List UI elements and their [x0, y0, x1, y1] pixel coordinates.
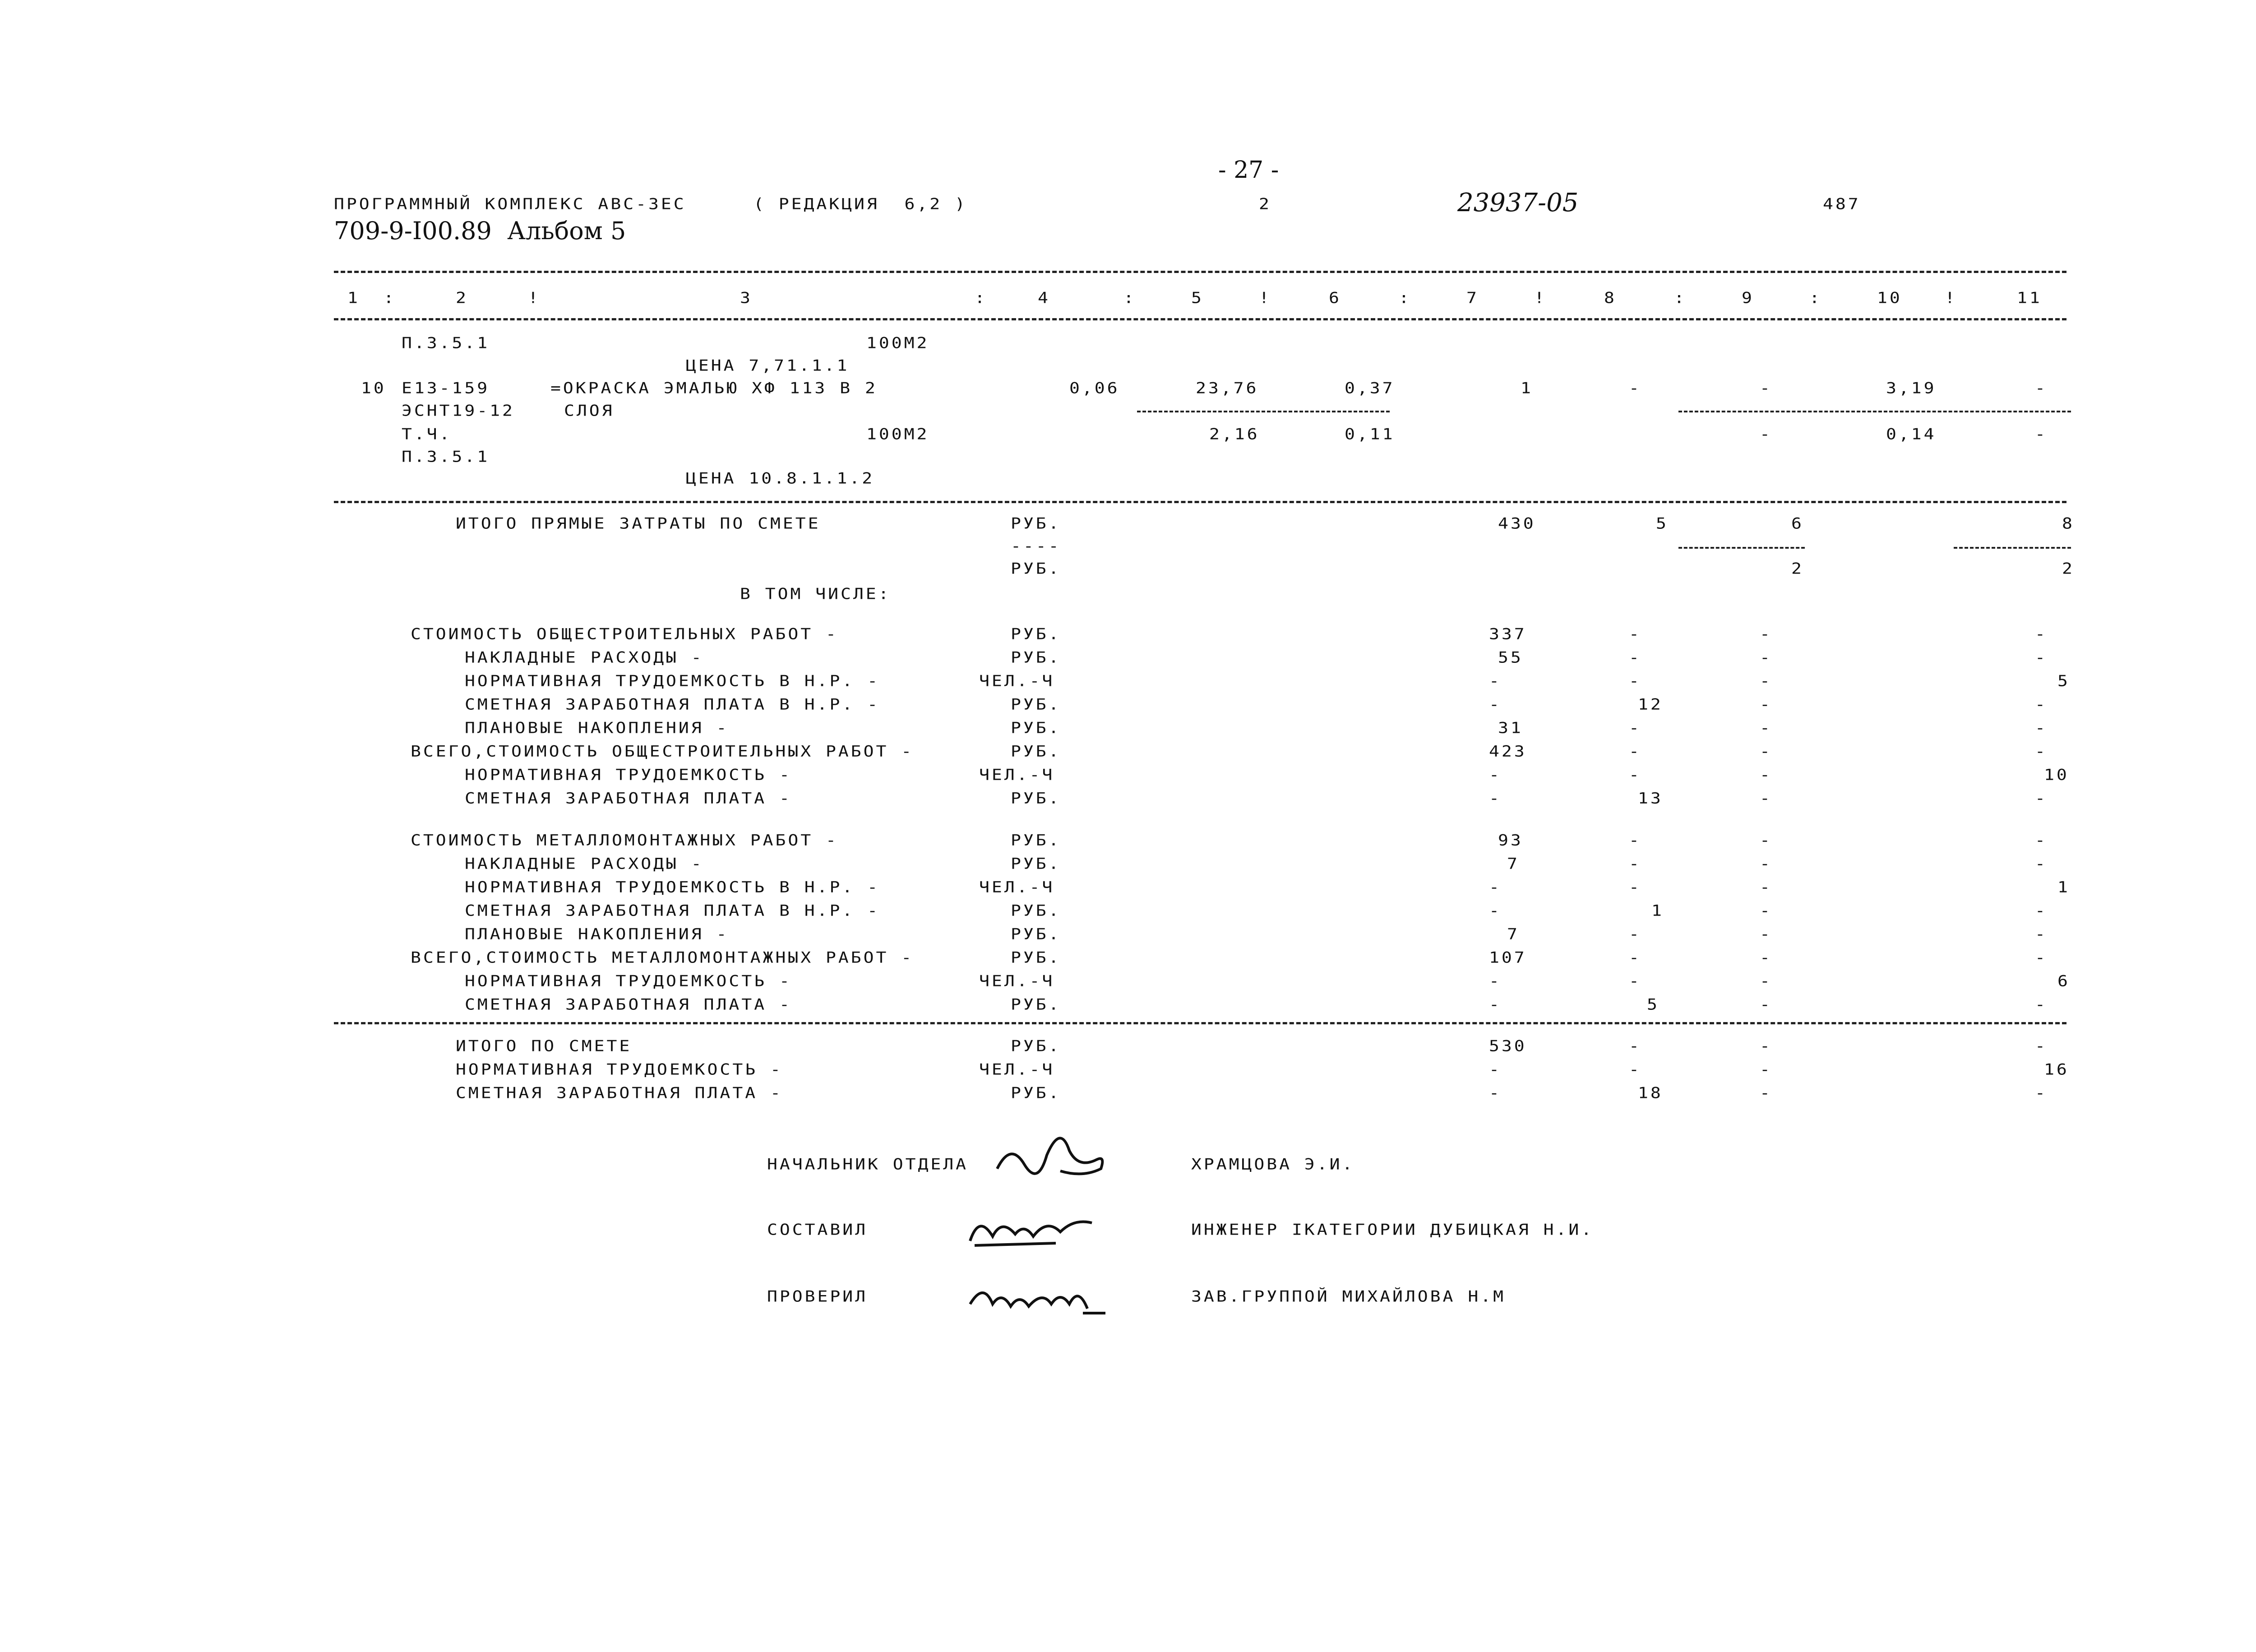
row-label: ПЛАНОВЫЕ НАКОПЛЕНИЯ -: [465, 719, 729, 737]
row-label: ПЛАНОВЫЕ НАКОПЛЕНИЯ -: [465, 925, 729, 943]
row-label: НОРМАТИВНАЯ ТРУДОЕМКОСТЬ В Н.Р. -: [465, 672, 880, 690]
row-col9: -: [1760, 855, 1772, 873]
prev-item-price: ЦЕНА 7,71.1.1: [686, 356, 850, 375]
row-col9: -: [1760, 831, 1772, 849]
row-col9: -: [1760, 995, 1772, 1013]
row-col8: -: [1629, 1037, 1641, 1055]
row-col7: -: [1489, 672, 1502, 690]
row-col9: -: [1760, 925, 1772, 943]
row-col7: -: [1489, 972, 1502, 990]
item-description: СЛОЯ: [564, 402, 615, 420]
total-direct-col7: 430: [1498, 514, 1536, 532]
row-col11: -: [2035, 695, 2048, 713]
header-bottom-rule: [334, 318, 2066, 320]
row-col11: -: [2035, 1084, 2048, 1102]
code-number: 487: [1823, 195, 1861, 213]
col-separator: :: [975, 289, 987, 307]
row-col7: -: [1489, 995, 1502, 1013]
row-unit: РУБ.: [1011, 995, 1061, 1013]
row-col8: -: [1629, 855, 1641, 873]
row-col9: -: [1760, 1037, 1772, 1055]
item-col8: -: [1629, 379, 1641, 397]
signature-role: НАЧАЛЬНИК ОТДЕЛА: [767, 1155, 969, 1173]
row-col8: -: [1629, 625, 1641, 643]
row-col7: 31: [1498, 719, 1523, 737]
col-separator: !: [1534, 289, 1547, 307]
row-label: НОРМАТИВНАЯ ТРУДОЕМКОСТЬ -: [456, 1060, 783, 1078]
row-unit: РУБ.: [1011, 949, 1061, 967]
row-col9: -: [1760, 766, 1772, 784]
row-col9: -: [1760, 902, 1772, 920]
row-label: ВСЕГО,СТОИМОСТЬ МЕТАЛЛОМОНТАЖНЫХ РАБОТ -: [411, 949, 914, 967]
project-title: 709-9-I00.89 Альбом 5: [334, 217, 626, 245]
row-unit: РУБ.: [1011, 695, 1061, 713]
row-col9: -: [1760, 695, 1772, 713]
unit-label: РУБ.: [1011, 560, 1061, 578]
row-unit: РУБ.: [1011, 1084, 1061, 1102]
col-header-7: 7: [1466, 289, 1479, 307]
signature-role: СОСТАВИЛ: [767, 1221, 868, 1239]
total-direct-col11: 8: [2062, 514, 2075, 532]
row-col8: -: [1629, 925, 1641, 943]
prev-item-ref: П.3.5.1: [402, 334, 490, 352]
row-col9: -: [1760, 648, 1772, 666]
col-header-9: 9: [1742, 289, 1754, 307]
row-col11: -: [2035, 949, 2048, 967]
item-col10: 0,14: [1886, 425, 1937, 443]
item-code: ЭСНТ19-12: [402, 402, 515, 420]
item-col11: -: [2035, 425, 2048, 443]
col-header-10: 10: [1877, 289, 1902, 307]
row-col9: -: [1760, 949, 1772, 967]
col-header-3: 3: [740, 289, 753, 307]
section-rule: [334, 1022, 2066, 1024]
row-col11: -: [2035, 1037, 2048, 1055]
row-label: СМЕТНАЯ ЗАРАБОТНАЯ ПЛАТА В Н.Р. -: [465, 902, 880, 920]
col-separator: !: [528, 289, 541, 307]
row-col7: 107: [1489, 949, 1527, 967]
item-col5: 23,76: [1196, 379, 1259, 397]
row-unit: ЧЕЛ.-Ч: [979, 672, 1055, 690]
row-unit: РУБ.: [1011, 742, 1061, 760]
row-unit: РУБ.: [1011, 625, 1061, 643]
signature-role: ПРОВЕРИЛ: [767, 1287, 868, 1305]
item-col9: -: [1760, 379, 1772, 397]
row-col7: -: [1489, 1060, 1502, 1078]
item-code: П.3.5.1: [402, 448, 490, 466]
row-col7: -: [1489, 1084, 1502, 1102]
item-col5: 2,16: [1209, 425, 1260, 443]
page-number: - 27 -: [1218, 157, 1279, 184]
row-col9: -: [1760, 672, 1772, 690]
row-col11: -: [2035, 925, 2048, 943]
row-unit: РУБ.: [1011, 855, 1061, 873]
row-label: СТОИМОСТЬ ОБЩЕСТРОИТЕЛЬНЫХ РАБОТ -: [411, 625, 838, 643]
item-code: Е13-159: [402, 379, 490, 397]
row-col8: -: [1629, 972, 1641, 990]
row-col7: -: [1489, 766, 1502, 784]
col-separator: :: [384, 289, 396, 307]
col-separator: :: [1123, 289, 1136, 307]
row-col9: -: [1760, 719, 1772, 737]
row-col9: -: [1760, 1084, 1772, 1102]
row-col9: -: [1760, 789, 1772, 807]
row-unit: РУБ.: [1011, 789, 1061, 807]
row-col7: -: [1489, 789, 1502, 807]
row-label: СМЕТНАЯ ЗАРАБОТНАЯ ПЛАТА -: [456, 1084, 783, 1102]
col-header-1: 1: [347, 289, 360, 307]
total-direct-label: ИТОГО ПРЯМЫЕ ЗАТРАТЫ ПО СМЕТЕ: [456, 514, 821, 532]
col-header-4: 4: [1038, 289, 1050, 307]
row-unit: ЧЕЛ.-Ч: [979, 972, 1055, 990]
row-col11: 16: [2044, 1060, 2069, 1078]
row-col8: -: [1629, 719, 1641, 737]
row-col9: -: [1760, 1060, 1772, 1078]
header-top-rule: [334, 271, 2066, 273]
row-col9: -: [1760, 972, 1772, 990]
divider: [1678, 547, 1805, 549]
row-label: СМЕТНАЯ ЗАРАБОТНАЯ ПЛАТА -: [465, 789, 792, 807]
row-col7: -: [1489, 695, 1502, 713]
row-label: НАКЛАДНЫЕ РАСХОДЫ -: [465, 648, 704, 666]
total-direct-col11: 2: [2062, 560, 2075, 578]
row-label: ИТОГО ПО СМЕТЕ: [456, 1037, 632, 1055]
row-col8: 18: [1638, 1084, 1663, 1102]
handwritten-signature: [993, 1115, 1110, 1187]
item-code: Т.Ч.: [402, 425, 452, 443]
prev-item-unit: 100М2: [866, 334, 929, 352]
signatory-name: ЗАВ.ГРУППОЙ МИХАЙЛОВА Н.М: [1191, 1287, 1506, 1305]
row-col11: -: [2035, 855, 2048, 873]
row-col9: -: [1760, 742, 1772, 760]
col-header-11: 11: [2017, 289, 2042, 307]
row-col11: 10: [2044, 766, 2069, 784]
row-col8: -: [1629, 766, 1641, 784]
row-col7: 7: [1507, 925, 1520, 943]
row-col9: -: [1760, 878, 1772, 896]
row-label: НОРМАТИВНАЯ ТРУДОЕМКОСТЬ -: [465, 766, 792, 784]
handwritten-signature: [966, 1273, 1110, 1322]
item-col9: -: [1760, 425, 1772, 443]
divider: [1137, 411, 1390, 412]
row-col7: 55: [1498, 648, 1523, 666]
row-col8: 1: [1651, 902, 1664, 920]
row-unit: ЧЕЛ.-Ч: [979, 1060, 1055, 1078]
row-label: СМЕТНАЯ ЗАРАБОТНАЯ ПЛАТА -: [465, 995, 792, 1013]
row-col11: -: [2035, 625, 2048, 643]
row-col8: 5: [1647, 995, 1660, 1013]
sheet-number: 2: [1259, 195, 1271, 213]
row-col7: -: [1489, 878, 1502, 896]
row-col8: -: [1629, 672, 1641, 690]
row-col7: 337: [1489, 625, 1527, 643]
program-name: ПРОГРАММНЫЙ КОМПЛЕКС АВС-3ЕС: [334, 195, 686, 213]
including-label: В ТОМ ЧИСЛЕ:: [740, 585, 891, 603]
row-col8: 13: [1638, 789, 1663, 807]
row-col8: -: [1629, 1060, 1641, 1078]
row-col8: -: [1629, 949, 1641, 967]
unit-label: РУБ.: [1011, 514, 1061, 532]
item-col7: 1: [1521, 379, 1533, 397]
row-col11: -: [2035, 902, 2048, 920]
row-unit: РУБ.: [1011, 1037, 1061, 1055]
row-col11: 6: [2057, 972, 2070, 990]
row-col11: -: [2035, 719, 2048, 737]
row-col8: -: [1629, 831, 1641, 849]
item-col11: -: [2035, 379, 2048, 397]
col-header-2: 2: [456, 289, 468, 307]
row-unit: РУБ.: [1011, 831, 1061, 849]
row-col7: 530: [1489, 1037, 1527, 1055]
item-col6: 0,11: [1345, 425, 1395, 443]
row-col8: -: [1629, 742, 1641, 760]
row-col9: -: [1760, 625, 1772, 643]
edition: ( РЕДАКЦИЯ 6,2 ): [754, 195, 967, 213]
col-separator: !: [1945, 289, 1957, 307]
section-rule: [334, 501, 2066, 503]
item-quantity: 0,06: [1069, 379, 1120, 397]
item-col10: 3,19: [1886, 379, 1937, 397]
col-header-8: 8: [1604, 289, 1617, 307]
col-header-5: 5: [1191, 289, 1204, 307]
row-col7: -: [1489, 902, 1502, 920]
row-col11: -: [2035, 831, 2048, 849]
handwritten-signature: [966, 1205, 1101, 1254]
col-separator: :: [1674, 289, 1687, 307]
row-col7: 93: [1498, 831, 1523, 849]
item-unit: 100М2: [866, 425, 929, 443]
unit-dash: ----: [1011, 537, 1061, 555]
row-col11: 5: [2057, 672, 2070, 690]
row-col8: -: [1629, 878, 1641, 896]
row-col11: 1: [2057, 878, 2070, 896]
row-label: ВСЕГО,СТОИМОСТЬ ОБЩЕСТРОИТЕЛЬНЫХ РАБОТ -: [411, 742, 914, 760]
col-separator: !: [1259, 289, 1271, 307]
row-col11: -: [2035, 648, 2048, 666]
row-col11: -: [2035, 742, 2048, 760]
row-label: НАКЛАДНЫЕ РАСХОДЫ -: [465, 855, 704, 873]
row-col11: -: [2035, 995, 2048, 1013]
row-col8: 12: [1638, 695, 1663, 713]
item-col6: 0,37: [1345, 379, 1395, 397]
row-col8: -: [1629, 648, 1641, 666]
row-col7: 423: [1489, 742, 1527, 760]
row-label: НОРМАТИВНАЯ ТРУДОЕМКОСТЬ -: [465, 972, 792, 990]
signatory-name: ИНЖЕНЕР IКАТЕГОРИИ ДУБИЦКАЯ Н.И.: [1191, 1221, 1594, 1239]
row-unit: РУБ.: [1011, 648, 1061, 666]
item-description: =ОКРАСКА ЭМАЛЬЮ ХФ 113 В 2: [550, 379, 878, 397]
total-direct-col9: 6: [1791, 514, 1804, 532]
col-separator: :: [1809, 289, 1822, 307]
row-col11: -: [2035, 789, 2048, 807]
document-number: 23937-05: [1457, 188, 1579, 217]
col-header-6: 6: [1329, 289, 1341, 307]
item-price: ЦЕНА 10.8.1.1.2: [686, 469, 875, 487]
row-col7: 7: [1507, 855, 1520, 873]
total-direct-col8: 5: [1656, 514, 1669, 532]
row-unit: РУБ.: [1011, 719, 1061, 737]
row-unit: ЧЕЛ.-Ч: [979, 766, 1055, 784]
total-direct-col9: 2: [1791, 560, 1804, 578]
item-number: 10: [361, 379, 386, 397]
divider: [1954, 547, 2071, 549]
divider: [1678, 411, 2071, 412]
row-label: СТОИМОСТЬ МЕТАЛЛОМОНТАЖНЫХ РАБОТ -: [411, 831, 838, 849]
row-label: НОРМАТИВНАЯ ТРУДОЕМКОСТЬ В Н.Р. -: [465, 878, 880, 896]
row-unit: РУБ.: [1011, 925, 1061, 943]
col-separator: :: [1399, 289, 1411, 307]
row-unit: ЧЕЛ.-Ч: [979, 878, 1055, 896]
row-label: СМЕТНАЯ ЗАРАБОТНАЯ ПЛАТА В Н.Р. -: [465, 695, 880, 713]
row-unit: РУБ.: [1011, 902, 1061, 920]
signatory-name: ХРАМЦОВА Э.И.: [1191, 1155, 1355, 1173]
